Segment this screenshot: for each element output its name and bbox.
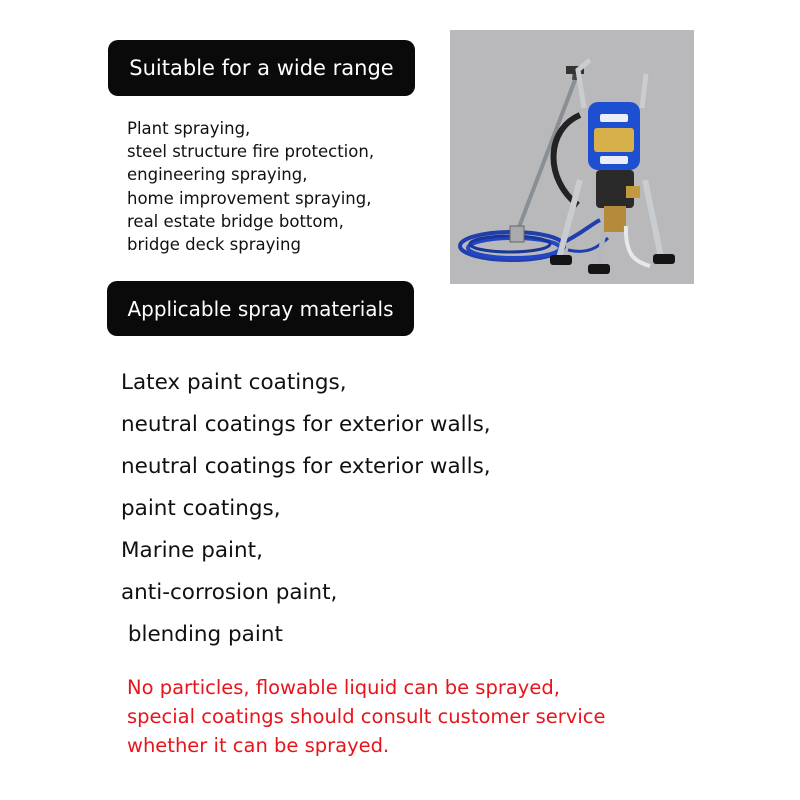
list-item: paint coatings, bbox=[121, 496, 281, 521]
list-item: real estate bridge bottom, bbox=[127, 211, 344, 231]
list-item: engineering spraying, bbox=[127, 165, 308, 185]
list-item: Marine paint, bbox=[121, 538, 263, 563]
list-item: Plant spraying, bbox=[127, 119, 251, 138]
list-item: neutral coatings for exterior walls, bbox=[121, 454, 491, 479]
product-photo bbox=[450, 30, 694, 284]
application-list bbox=[127, 117, 374, 256]
section-heading-spray-materials bbox=[107, 281, 414, 336]
notice-text bbox=[127, 673, 605, 760]
list-item: home improvement spraying, bbox=[127, 188, 372, 208]
list-item: blending paint bbox=[121, 622, 283, 647]
notice-line: No particles, flowable liquid can be sprayed, bbox=[127, 676, 560, 699]
list-item: steel structure fire protection, bbox=[127, 142, 375, 162]
list-item: anti-corrosion paint, bbox=[121, 580, 338, 605]
list-item: Latex paint coatings, bbox=[121, 370, 347, 395]
paint-sprayer-illustration bbox=[450, 30, 694, 284]
list-item: neutral coatings for exterior walls, bbox=[121, 412, 491, 437]
notice-line: whether it can be sprayed. bbox=[127, 734, 390, 757]
notice-line: special coatings should consult customer service bbox=[127, 705, 606, 728]
section-heading-text: Applicable spray materials bbox=[127, 296, 394, 321]
list-item: bridge deck spraying bbox=[127, 235, 301, 255]
section-heading-text: Suitable for a wide range bbox=[129, 56, 394, 80]
section-heading-wide-range bbox=[108, 40, 415, 96]
materials-list bbox=[121, 362, 491, 656]
